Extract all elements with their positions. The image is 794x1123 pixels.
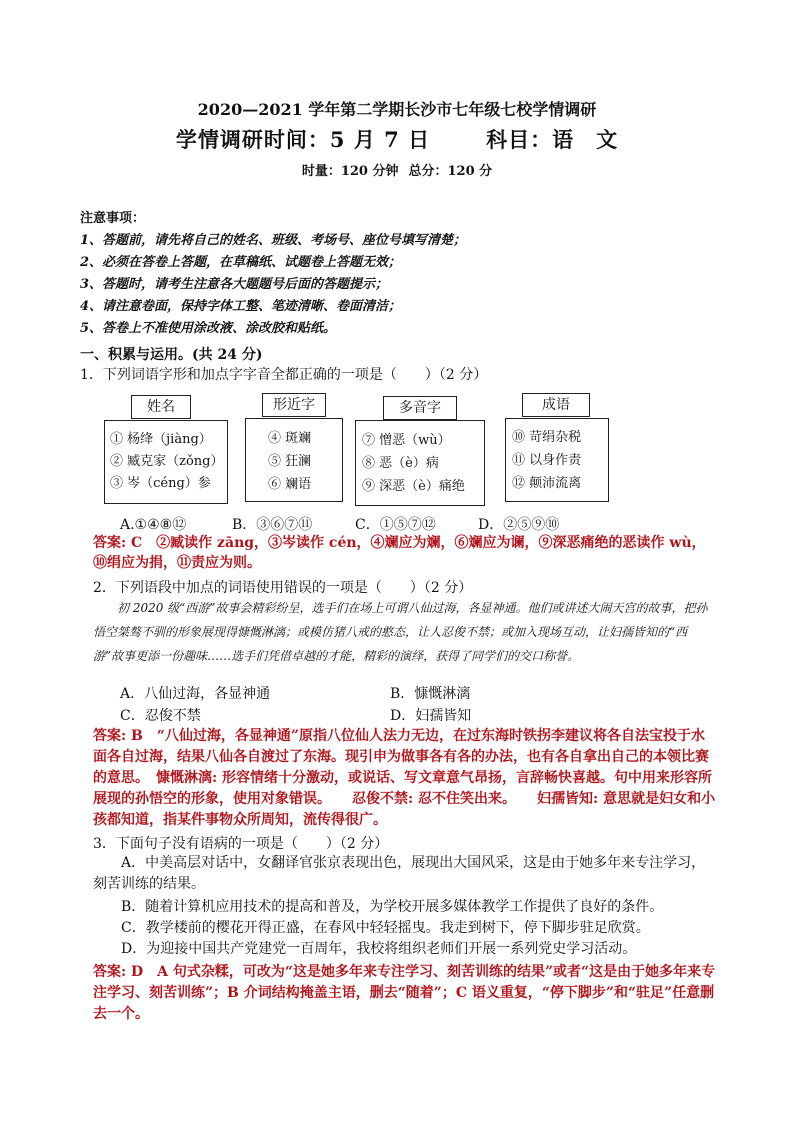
exam-title: 2020—2021 学年第二学期长沙市七年级七校学情调研	[197, 100, 597, 119]
word-box-tag: 形近字	[262, 393, 326, 417]
option-b: B．慷慨淋漓	[390, 686, 471, 702]
section-heading: 一、积累与运用。(共 24 分)	[80, 347, 263, 363]
question-2-passage: 初 2020 级“西游”故事会精彩纷呈，选手们在场上可谓八仙过海，各显神通。他们或讲述大闹天宫的故事，把孙悟空桀骜不驯的形象展现得慷慨淋漓；或模仿猪八戒的憨态，让人忍俊不禁；或加入现场互动，让妇孺皆知的“西游”故事更添一份趣味……选手们凭借卓越的才能，精彩的演绎，获得了同学们的交口称誉。	[93, 601, 708, 663]
word-box-line: ⑩ 苛绢杂税	[512, 430, 582, 445]
exam-subtitle	[0, 124, 794, 154]
word-box-line: ⑥ 斓语	[268, 477, 312, 492]
answer-2: 答案: B “八仙过海，各显神通”原指八位仙人法力无边，在过东海时铁拐李建议将各自法宝投于水面各自过海，结果八仙各自渡过了东海。现引申为做事各有各的办法，也有各自拿出自己的本领比赛的意思。 慷慨淋漓: 形容情绪十分激动，或说话、写文章意气昂扬，言辞畅快喜越。句中用来形容所展现的孙悟空的形象，使用对象错误。 忍俊不禁: 忍不住笑出来。 妇孺皆知: 意思就是妇女和小孩都知道，指某件事物众所周知，流传得很广。	[93, 728, 716, 828]
word-box-line: ④ 斑斓	[268, 431, 312, 446]
word-box-line: ⑪ 以身作责	[512, 453, 582, 468]
notes-heading: 注意事项：	[80, 211, 146, 226]
option-a: A.①④⑧⑫	[120, 517, 187, 533]
notes-item: 3、答题时，请考生注意各大题题号后面的答题提示；	[80, 277, 389, 292]
option-c: C．①⑤⑦⑫	[355, 517, 436, 533]
exam-subject: 科目：语 文	[486, 127, 619, 152]
word-box-line: ⑨ 深恶（è）痛绝	[362, 479, 465, 494]
word-box-line: ② 臧克家（zǒng）	[110, 454, 224, 469]
exam-time: 时量：120 分钟	[301, 164, 399, 179]
option-d: D．②⑤⑨⑩	[478, 517, 560, 533]
question-3-option-d: D．为迎接中国共产党建党一百周年，我校将组织老师们开展一系列党史学习活动。	[121, 941, 637, 957]
notes-item: 2、必须在答卷上答题，在草稿纸、试题卷上答题无效；	[80, 255, 402, 270]
word-box-line: ⑤ 狂澜	[268, 454, 312, 469]
exam-total-score: 总分：120 分	[408, 164, 493, 179]
word-box-tag: 多音字	[383, 396, 457, 420]
exam-duration-score	[0, 160, 794, 179]
exam-date: 学情调研时间：5 月 7 日	[175, 127, 431, 152]
question-3-stem: 3．下面句子没有语病的一项是（ ）（2 分）	[93, 836, 389, 852]
word-box-line: ① 杨绛（jiàng）	[110, 432, 212, 447]
notes-item: 5、答卷上不准使用涂改液、涂改胶和贴纸。	[80, 321, 337, 336]
answer-1: 答案: C ②臧读作 zāng，③岑读作 cén，④斓应为斓，⑥斓应为谰，⑨深恶痛绝的恶读作 wù，⑩绢应为捐，⑪责应为则。	[93, 535, 706, 571]
option-c: C．忍俊不禁	[120, 708, 201, 724]
question-3-option-a: A．中美高层对话中，女翻译官张京表现出色，展现出大国风采，这是由于她多年来专注学习，刻苦训练的结果。	[93, 855, 706, 892]
answer-3: 答案: D A 句式杂糅，可改为“这是她多年来专注学习、刻苦训练的结果”或者“这是由于她多年来专注学习、刻苦训练”；B 介词结构掩盖主语，删去“随着”；C 语义重复，“停下脚步”和“驻足”任意删去一个。	[93, 964, 716, 1022]
notes-item: 1、答题前，请先将自己的姓名、班级、考场号、座位号填写清楚；	[80, 233, 467, 248]
option-d: D．妇孺皆知	[390, 708, 472, 724]
question-3-option-c: C．教学楼前的樱花开得正盛，在春风中轻轻摇曳。我走到树下，停下脚步驻足欣赏。	[121, 920, 650, 936]
question-1-stem: 1．下列词语字形和加点字字音全都正确的一项是（ ）（2 分）	[80, 367, 488, 383]
word-box-line: ⑧ 恶（è）病	[362, 456, 439, 471]
option-a: A．八仙过海，各显神通	[120, 686, 271, 702]
word-box-tag: 姓名	[131, 395, 191, 419]
word-box-line: ⑫ 颠沛流离	[512, 476, 582, 491]
question-3-option-b: B．随着计算机应用技术的提高和普及，为学校开展多媒体教学工作提供了良好的条件。	[121, 899, 664, 915]
word-box-line: ③ 岑（céng）参	[110, 476, 211, 491]
notes-item: 4、请注意卷面，保持字体工整、笔迹清晰、卷面清洁；	[80, 299, 402, 314]
option-b: B．③⑥⑦⑪	[232, 517, 313, 533]
word-box-tag: 成语	[522, 393, 590, 417]
word-box-line: ⑦ 憎恶（wù）	[362, 433, 451, 448]
question-2-stem: 2．下列语段中加点的词语使用错误的一项是（ ）（2 分）	[93, 580, 473, 596]
